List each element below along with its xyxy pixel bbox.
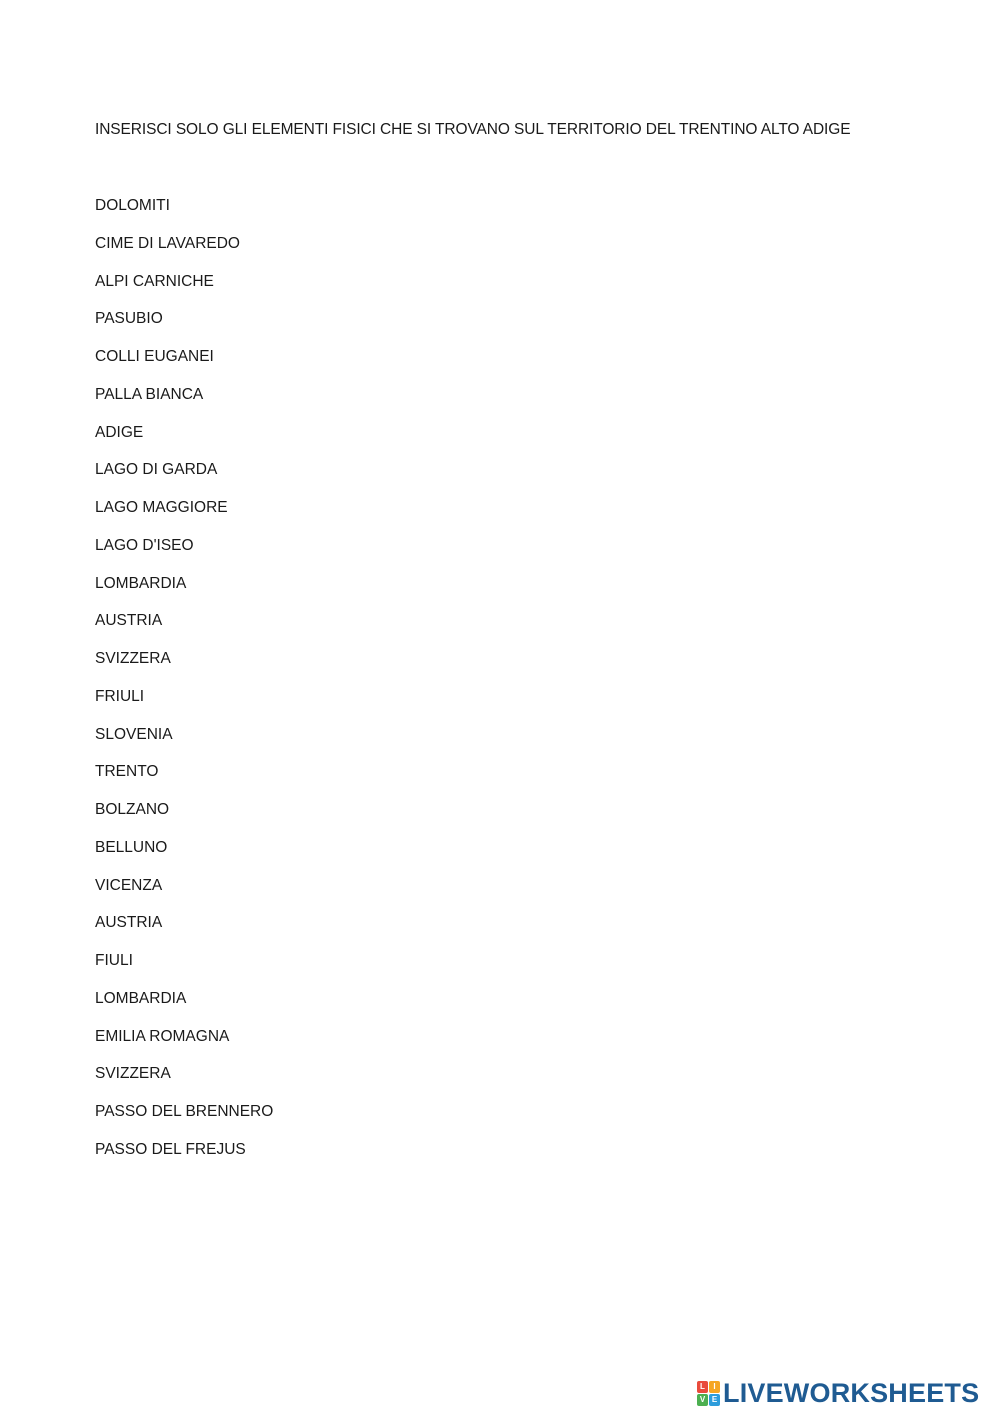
- list-item: LAGO D'ISEO: [95, 536, 194, 554]
- instruction-text: INSERISCI SOLO GLI ELEMENTI FISICI CHE SI TROVANO SUL TERRITORIO DEL TRENTINO ALTO ADIGE: [95, 121, 851, 138]
- list-item: PASSO DEL BRENNERO: [95, 1103, 274, 1120]
- list-item: ADIGE: [95, 423, 144, 441]
- logo-letter: V: [697, 1394, 708, 1406]
- list-item: LOMBARDIA: [95, 574, 187, 592]
- brand-name: LIVEWORKSHEETS: [723, 1377, 980, 1408]
- list-item: SLOVENIA: [95, 725, 173, 743]
- logo-letter: L: [697, 1381, 708, 1393]
- logo-letter: E: [709, 1394, 720, 1406]
- list-item: EMILIA ROMAGNA: [95, 1027, 230, 1045]
- list-item: SVIZZERA: [95, 1065, 171, 1083]
- list-item: ALPI CARNICHE: [95, 272, 214, 290]
- list-item: TRENTO: [95, 763, 159, 781]
- liveworksheets-logo: [697, 1378, 979, 1408]
- logo-letter: I: [709, 1381, 720, 1393]
- list-item: CIME DI LAVAREDO: [95, 234, 240, 252]
- list-item: PASSO DEL FREJUS: [95, 1140, 246, 1158]
- list-item: PALLA BIANCA: [95, 385, 204, 403]
- list-item: VICENZA: [95, 876, 163, 894]
- list-item: BELLUNO: [95, 838, 168, 856]
- list-item: AUSTRIA: [95, 612, 163, 630]
- logo-mark-icon: [697, 1381, 720, 1406]
- list-item: LOMBARDIA: [95, 989, 187, 1007]
- list-item: LAGO MAGGIORE: [95, 499, 228, 516]
- word-list: [95, 196, 273, 1178]
- list-item: BOLZANO: [95, 801, 170, 818]
- list-item: FRIULI: [95, 687, 145, 705]
- list-item: AUSTRIA: [95, 914, 163, 932]
- list-item: DOLOMITI: [95, 197, 170, 214]
- list-item: COLLI EUGANEI: [95, 348, 214, 365]
- list-item: LAGO DI GARDA: [95, 461, 218, 479]
- list-item: PASUBIO: [95, 310, 163, 328]
- list-item: FIULI: [95, 952, 133, 969]
- list-item: SVIZZERA: [95, 650, 171, 667]
